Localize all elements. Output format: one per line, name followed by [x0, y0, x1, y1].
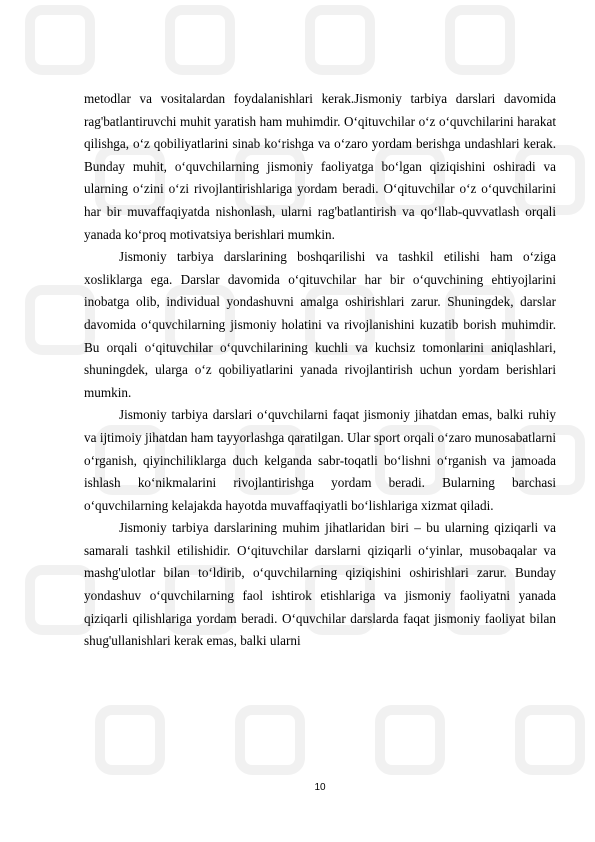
paragraph-1: metodlar va vositalardan foydalanishlari kerak.Jismoniy tarbiya darslari davomida rag'batlantiruvchi muhit yaratish ham muhimdir. O‘qituvchilar o‘z o‘quvchilarini harakat qilishga, o‘z qobiliyatlarini sinab ko‘rishga va o‘zaro yordam berishga undashlari kerak. Bunday muhit, o‘quvchilarning jismoniy faoliyatga bo‘lgan qiziqishini oshiradi va ularning o‘zini o‘zi rivojlantirishlariga yordam beradi. O‘qituvchilar o‘z o‘quvchilarini har bir muvaffaqiyatda nishonlash, ularni rag'batlantirish va qo‘llab-quvvatlash orqali yanada ko‘proq motivatsiya berishlari mumkin. [84, 91, 556, 242]
paragraph-2: Jismoniy tarbiya darslarining boshqarilishi va tashkil etilishi ham o‘ziga xosliklarga ega. Darslar davomida o‘qituvchilar har bir o‘quvchining ehtiyojlarini inobatga olib, individual yondashuvni amalga oshirishlari zarur. Shuningdek, darslar davomida o‘quvchilarning jismoniy holatini va rivojlanishini kuzatib borish muhimdir. Bu orqali o‘qituvchilar o‘quvchilarining kuchli va kuchsiz tomonlarini aniqlashlari, shuningdek, ularga o‘z qobiliyatlarini yanada rivojlantirish uchun yordam berishlari mumkin. [84, 249, 556, 400]
paragraph-4: Jismoniy tarbiya darslarining muhim jihatlaridan biri – bu ularning qiziqarli va samarali tashkil etilishidir. O‘qituvchilar darslarni qiziqarli o‘yinlar, musobaqalar va mashg'ulotlar bilan to‘ldirib, o‘quvchilarning qiziqishini oshirishlari zarur. Bunday yondashuv o‘quvchilarning faol ishtirok etishlariga va jismoniy faoliyatni yanada qiziqarli qilishlariga yordam beradi. O‘quvchilar darslarda faqat jismoniy faoliyat bilan shug'ullanishlari kerak emas, balki ularni [84, 520, 556, 649]
paragraph-3: Jismoniy tarbiya darslari o‘quvchilarni faqat jismoniy jihatdan emas, balki ruhiy va ijtimoiy jihatdan ham tayyorlashga qaratilgan. Ular sport orqali o‘zaro munosabatlarni o‘rganish, qiyinchiliklarga duch kelganda sabr-toqatli bo‘lishni o‘rganish va jamoada ishlash ko‘nikmalarini rivojlantirishga yordam beradi. Bularning barchasi o‘quvchilarning kelajakda hayotda muvaffaqiyatli bo‘lishlariga xizmat qiladi. [84, 407, 556, 513]
document-body [84, 88, 556, 653]
page-number: 10 [314, 782, 326, 793]
